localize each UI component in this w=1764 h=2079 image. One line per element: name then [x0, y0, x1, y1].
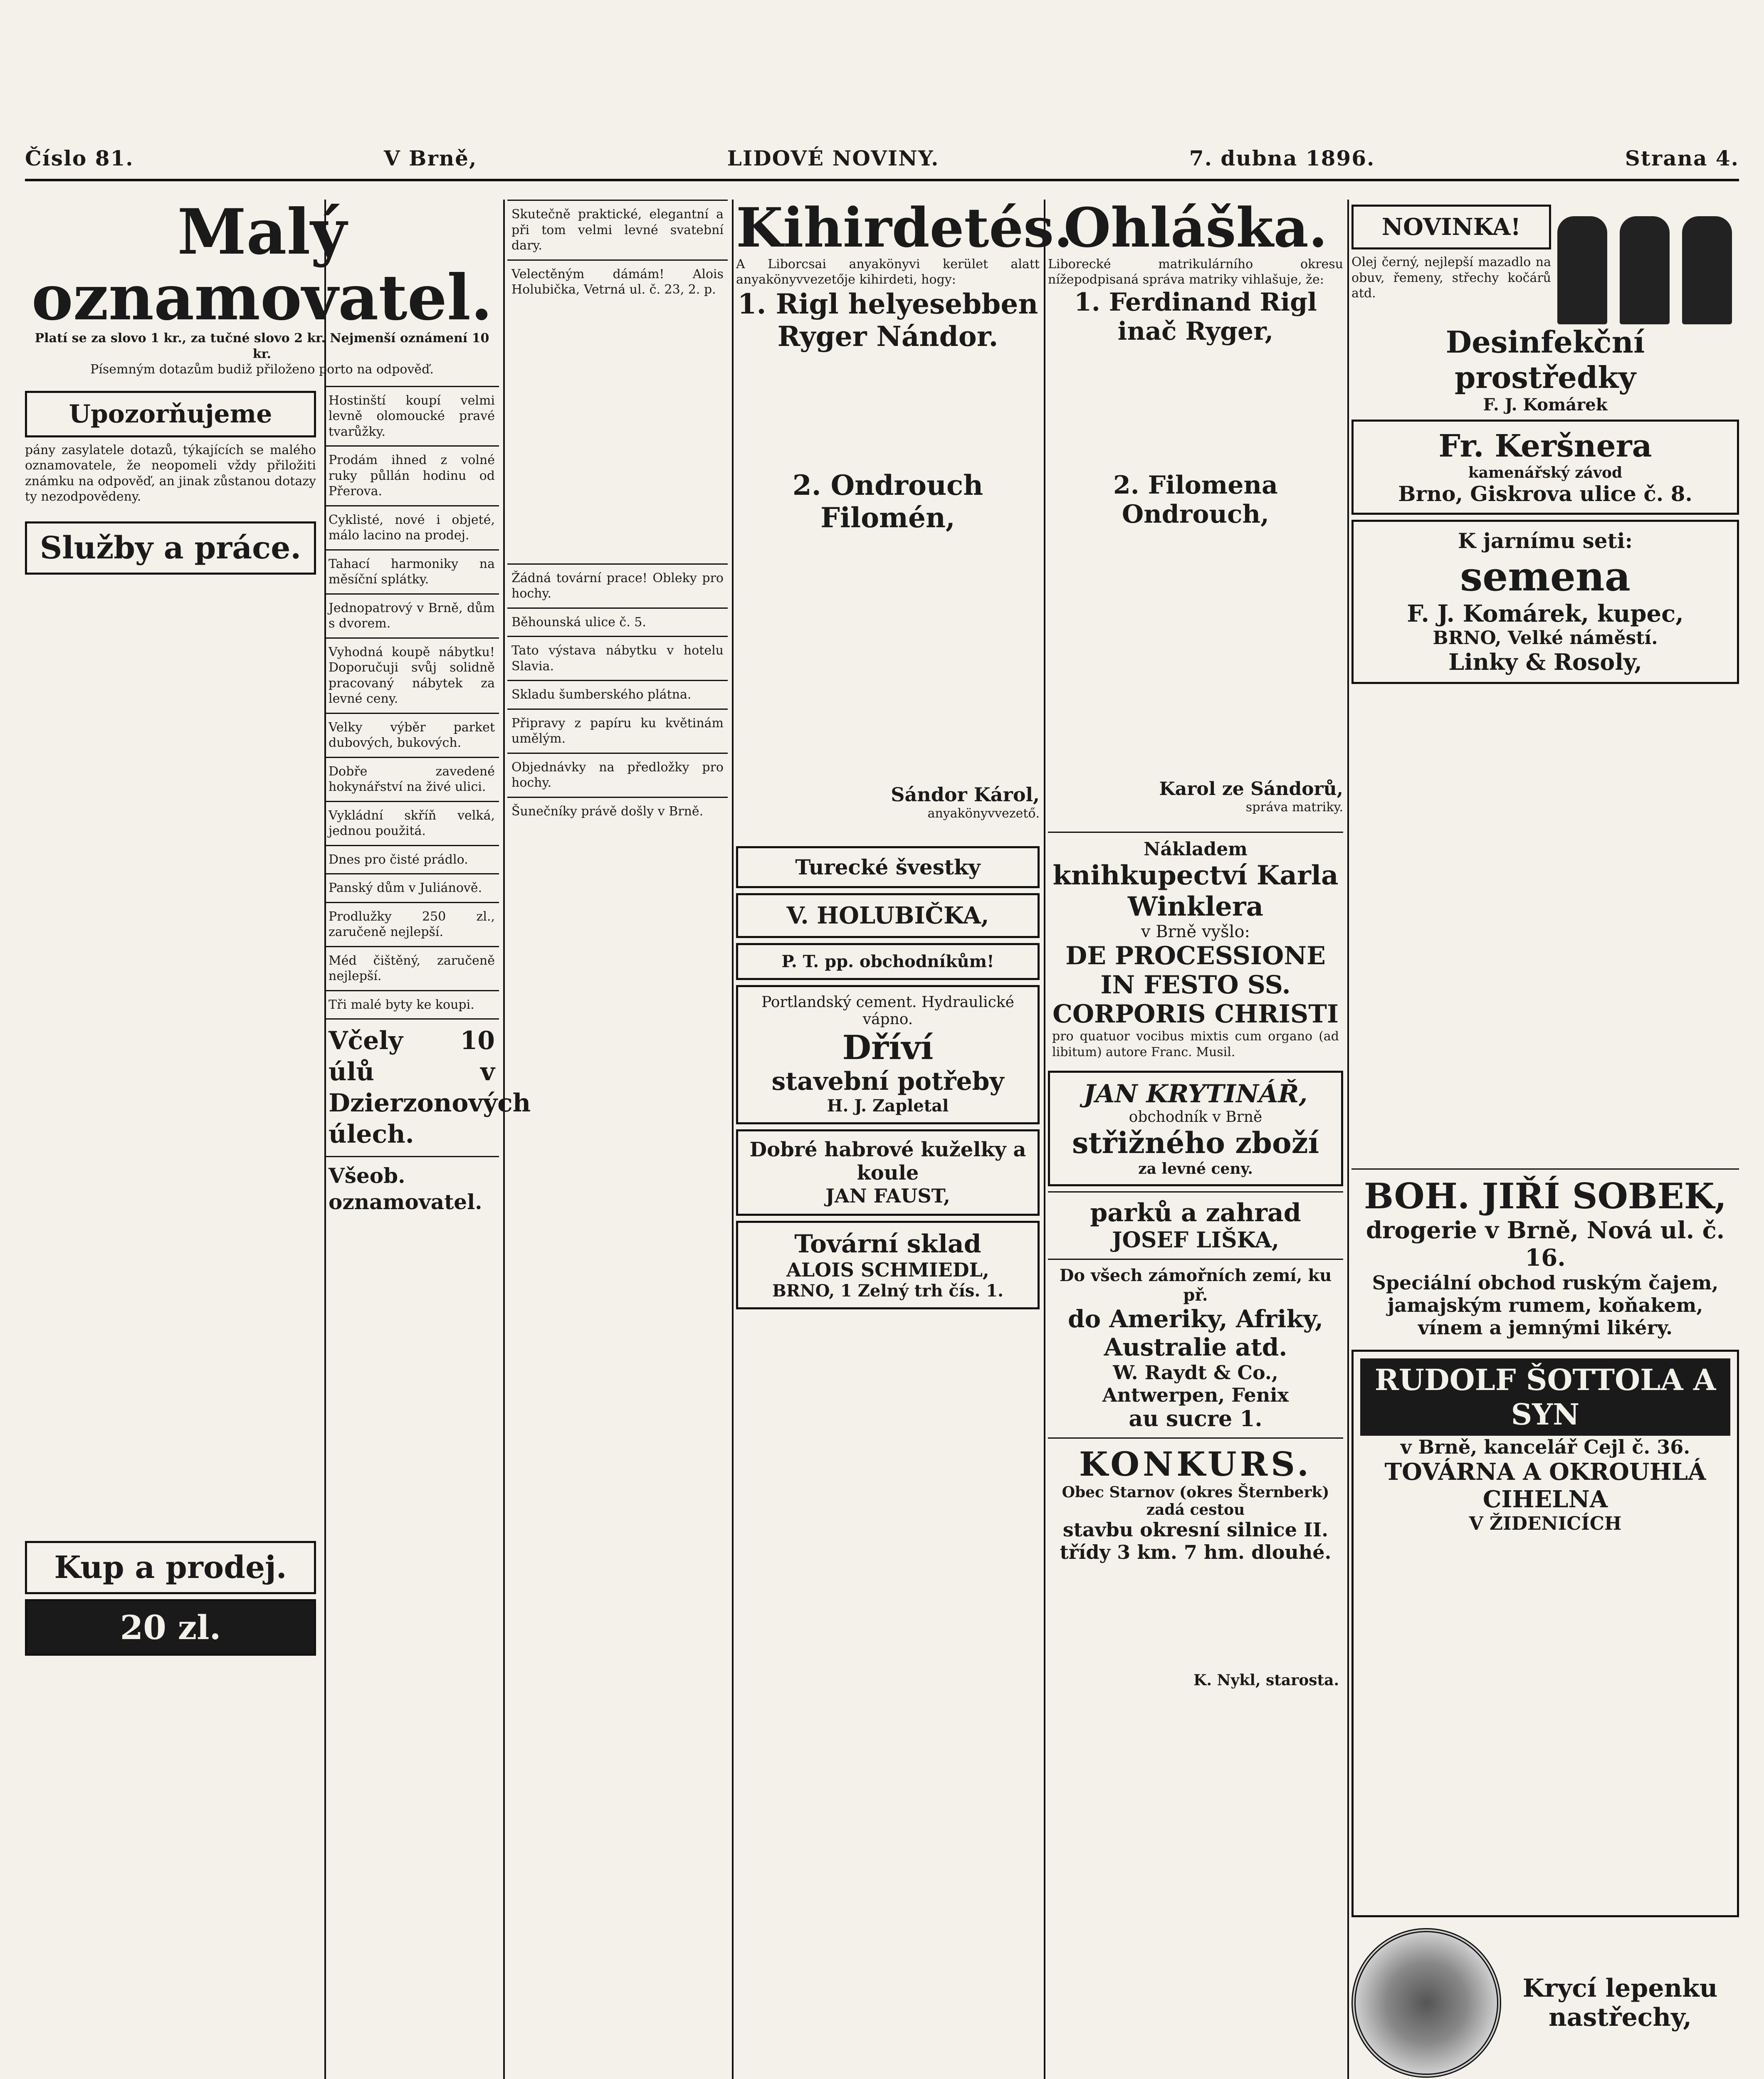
ad-item: Dnes pro čisté prádlo. [324, 845, 499, 874]
upozornujeme-text: pány zasylatele dotazů, týkajících se malého oznamovatele, že neopomeli vždy přiložiti známku na odpověď, an jinak zůstanou dotazy ty nezodpovědeny. [25, 442, 316, 504]
filler [1048, 346, 1343, 471]
ad-liska: parků a zahrad JOSEF LIŠKA, [1048, 1191, 1343, 1259]
kihirdetes-title: Kihirdetés. [736, 196, 1073, 259]
sluzby-heading: Služby a práce. [25, 521, 316, 575]
ad-item: Velky výběr parket dubových, bukových. [324, 713, 499, 757]
ad-item: Dobře zavedené hokynářství na živé ulici. [324, 757, 499, 801]
ad-item: Běhounská ulice č. 5. [507, 607, 728, 636]
figures-illustration [1551, 200, 1738, 324]
signature: Sándor Károl, [891, 783, 1040, 806]
name-2: 2. Ondrouch Filomén, [792, 469, 983, 534]
column-5 [1048, 196, 1343, 2079]
ad-winkler: Nákladem knihkupectví Karla Winklera v Brně vyšlo: DE PROCESSIONE IN FESTO SS. CORPORIS CHRISTI pro quatuor vocibus mixtis cum organo (ad libitum) autore Franc. Musil. [1048, 832, 1343, 1066]
classified-texts [25, 580, 316, 1536]
column-divider [1044, 200, 1045, 2079]
ad-item: Velectěným dámám! Alois Holubička, Vetrná ul. č. 23, 2. p. [507, 259, 728, 563]
column-3 [507, 200, 728, 2079]
ad-sottola: RUDOLF ŠOTTOLA A SYN v Brně, kancelář Cejl č. 36. TOVÁRNA A OKROUHLÁ CIHELNA V ŽIDENICÍCH [1351, 1350, 1739, 1917]
ad-item: Tato výstava nábytku v hotelu Slavia. [507, 636, 728, 680]
ad-item: Skutečně praktické, elegantní a při tom velmi levné svatební dary. [507, 200, 728, 259]
signature: Karol ze Sándorů, [1159, 778, 1343, 800]
rates-note: Písemným dotazům budiž přiloženo porto na odpověď. [90, 362, 434, 377]
name-1: 1. Rigl helyesebben Ryger Nándor. [737, 287, 1038, 353]
name-2: 2. Filomena Ondrouch, [1113, 470, 1278, 529]
ad-item: Šunečníky právě došly v Brně. [507, 797, 728, 825]
column-divider [503, 200, 505, 2079]
ad-item: Tři malé byty ke koupi. [324, 990, 499, 1019]
name-1: 1. Ferdinand Rigl inač Ryger, [1074, 287, 1317, 346]
column-divider [732, 200, 734, 2079]
komarek: F. J. Komárek [1483, 395, 1608, 415]
ad-item: Hostinští koupí velmi levně olomoucké pravé tvarůžky. [324, 386, 499, 446]
ad-obchodnikum: P. T. pp. obchodníkům! [736, 943, 1040, 980]
section-title: Malý oznamovatel. [31, 195, 493, 334]
ad-item: Vyhodná koupě nábytku! Doporučuji svůj solidně pracovaný nábytek za levné ceny. [324, 637, 499, 713]
figure-icon [1682, 216, 1732, 324]
figure-icon [1557, 216, 1607, 324]
upozornujeme-heading: Upozorňujeme [25, 391, 316, 437]
ad-holubicka: V. HOLUBIČKA, [736, 893, 1040, 938]
ad-vcely: Včely 10 úlů v Dzierzonových úlech. [324, 1018, 499, 1156]
column-classifieds [25, 195, 531, 2079]
page-header [25, 141, 1739, 175]
ad-kratochvil: Krycí lepenku nastřechy, [1351, 1922, 1739, 2079]
ohlaska-intro: Liborecké matrikulárního okresu nížepodpisaná správa matriky vihlašuje, že: [1048, 257, 1343, 287]
paper-name: LIDOVÉ NOVINY. [727, 146, 939, 170]
ad-item: Panský dům v Juliánově. [324, 873, 499, 902]
ad-item: Cyklisté, nové i objeté, málo lacino na prodej. [324, 505, 499, 549]
medal-emblem [1351, 1928, 1501, 2078]
ad-item: Připravy z papíru ku květinám umělým. [507, 709, 728, 753]
figure-icon [1620, 216, 1670, 324]
ad-item: Prodám ihned z volné ruky půllán hodinu od Přerova. [324, 445, 499, 505]
ad-item: Žádná tovární prace! Obleky pro hochy. [507, 563, 728, 607]
city: V Brně, [383, 146, 477, 170]
ad-item: Skladu šumberského plátna. [507, 680, 728, 709]
ohlaska-title: Ohláška. [1063, 196, 1328, 259]
ad-raydt: Do všech zámořních zemí, ku př. do Ameriky, Afriky, Australie atd. W. Raydt & Co., Antwerpen, Fenix au sucre 1. [1048, 1259, 1343, 1437]
ad-semena: K jarnímu seti: semena F. J. Komárek, kupec, BRNO, Velké náměstí. Linky & Rosoly, [1351, 520, 1739, 684]
ad-item: Prodlužky 250 zl., zaručeně nejlepší. [324, 902, 499, 946]
ad-krytinar: JAN KRYTINÁŘ, obchodník v Brně střižného zboží za levné ceny. [1048, 1071, 1343, 1186]
ad-item: Méd čištěný, zaručeně nejlepší. [324, 946, 499, 990]
col2-ads [324, 386, 531, 1661]
ad-sobek: BOH. JIŘÍ SOBEK, drogerie v Brně, Nová ul. č. 16. Speciální obchod ruským čajem, jamajským rumem, koňakem, vínem a jemnými likéry. [1351, 1168, 1739, 1345]
novinka-heading: NOVINKA! [1351, 205, 1551, 249]
ad-konkurs: KONKURS. Obec Starnov (okres Šternberk) zadá cestou stavbu okresní silnice II. třídy 3 km. 7 hm. dlouhé. K. Nykl, starosta. [1048, 1437, 1343, 1695]
column-6-lower [1351, 1168, 1739, 2079]
ad-turecke: Turecké švestky [736, 846, 1040, 888]
date: 7. dubna 1896. [1189, 146, 1375, 170]
signature-role: anyakönyvvezető. [927, 806, 1040, 821]
kihirdetes-intro: A Liborcsai anyakönyvi kerület alatt anyakönyvvezetője kihirdeti, hogy: [736, 257, 1040, 287]
newspaper-page [25, 25, 1739, 2079]
signature-role: správa matriky. [1245, 800, 1343, 815]
ad-item: Tahací harmoniky na měsíční splátky. [324, 549, 499, 593]
column-4 [736, 196, 1073, 2079]
ad-habrove: Dobré habrové kuželky a koule JAN FAUST, [736, 1129, 1040, 1216]
ad-item: Vykládní skříň velká, jednou použitá. [324, 801, 499, 845]
ad-20zl: 20 zl. [25, 1599, 316, 1656]
ad-kersnera: Fr. Keršnera kamenářský závod Brno, Giskrova ulice č. 8. [1351, 420, 1739, 515]
novinka-text: Olej černý, nejlepší mazadlo na obuv, řemeny, střechy kočárů atd. [1351, 255, 1551, 301]
ad-schmiedl: Tovární sklad ALOIS SCHMIEDL, BRNO, 1 Zelný trh čís. 1. [736, 1221, 1040, 1309]
kup-prodej-heading: Kup a prodej. [25, 1541, 316, 1594]
filler [736, 534, 1040, 783]
page-number: Strana 4. [1625, 146, 1739, 170]
header-rule [25, 179, 1739, 181]
ad-item: Objednávky na předložky pro hochy. [507, 753, 728, 797]
filler [736, 353, 1040, 469]
ad-portland: Portlandský cement. Hydraulické vápno. Dříví stavební potřeby H. J. Zapletal [736, 985, 1040, 1124]
rates: Platí se za slovo 1 kr., za tučné slovo 2 kr. Nejmenší oznámení 10 kr. [35, 331, 489, 361]
column-divider [1347, 200, 1349, 2079]
desinfekcni: Desinfekční prostředky [1445, 324, 1645, 395]
issue-number: Číslo 81. [25, 146, 134, 170]
ad-item: Jednopatrový v Brně, dům s dvorem. [324, 593, 499, 637]
filler [1048, 529, 1343, 778]
ad-vseob: Všeob. oznamovatel. [324, 1156, 499, 1221]
